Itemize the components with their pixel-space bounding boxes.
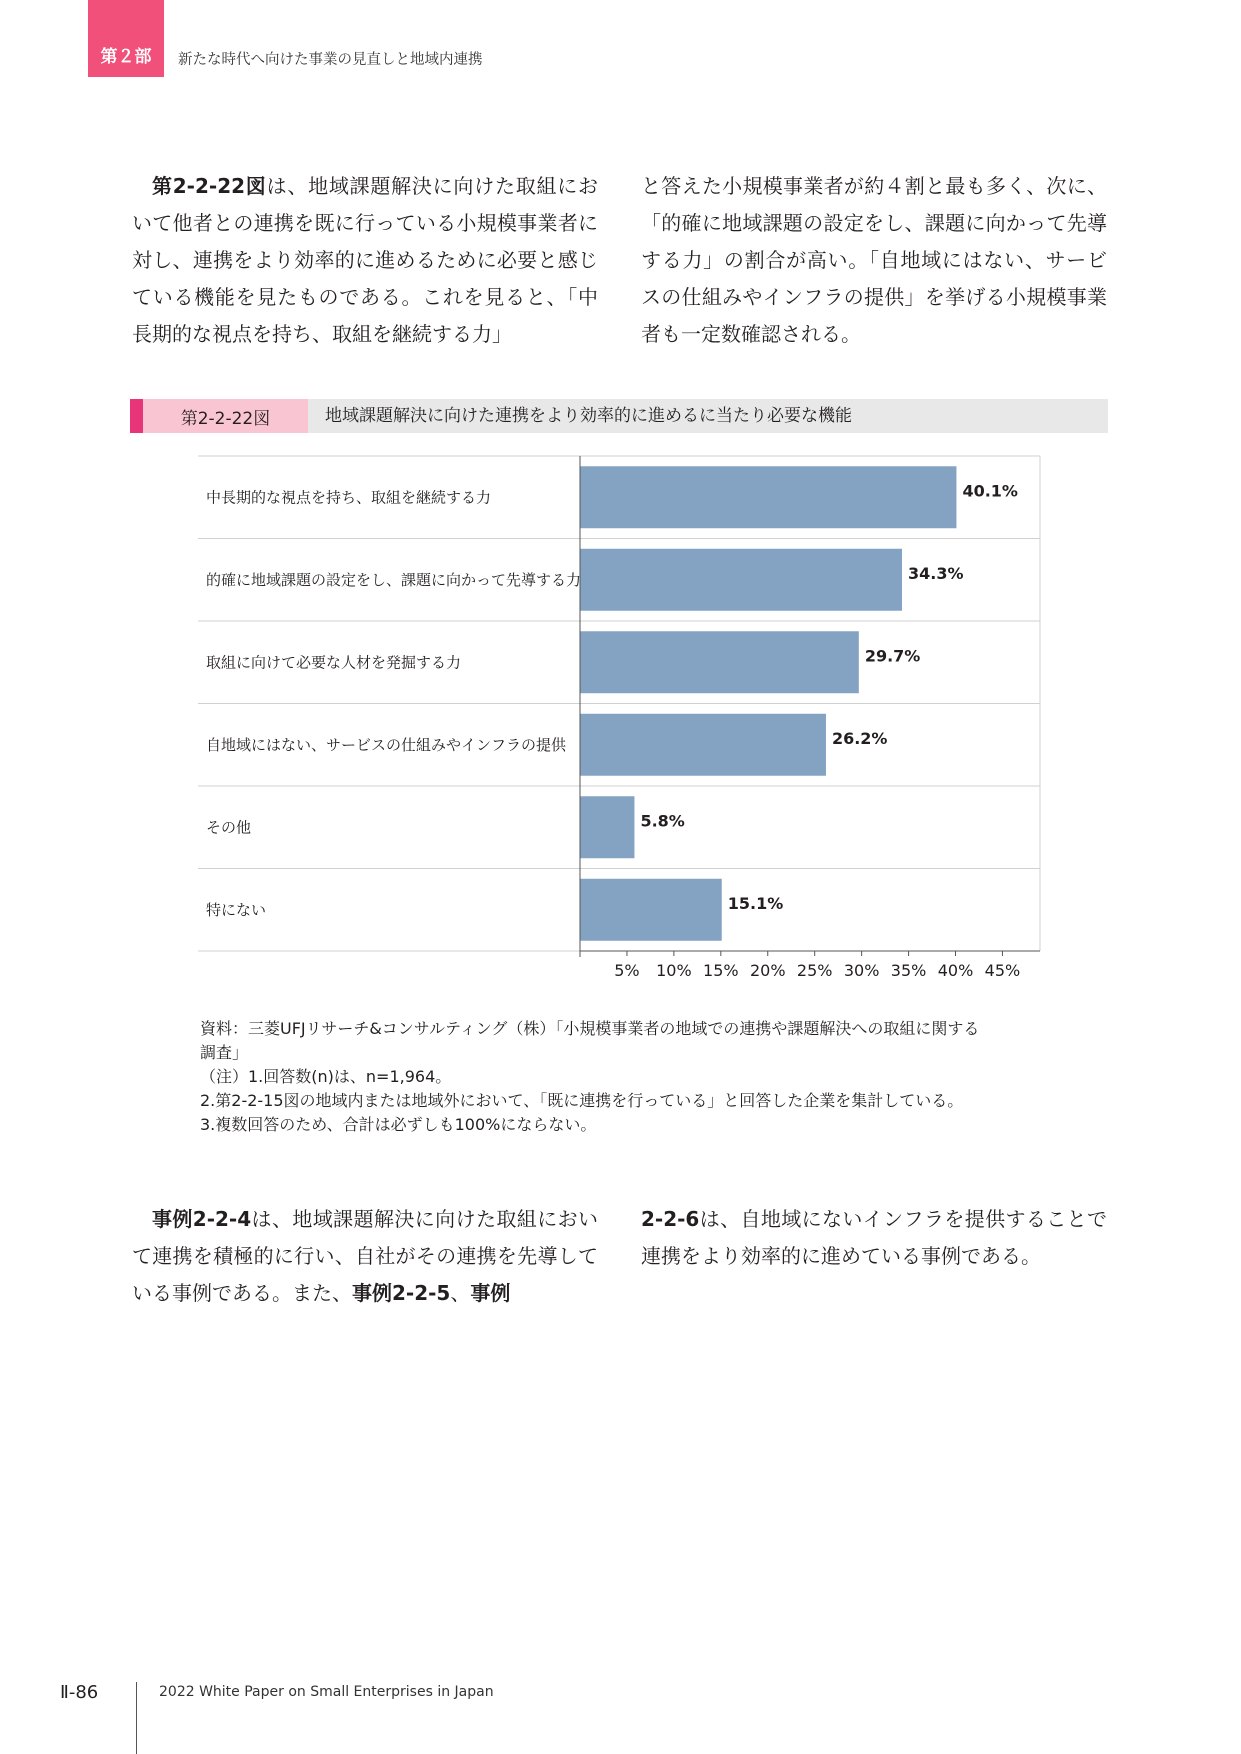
outro-separator: 、 [450,1281,471,1305]
outro-paragraph-right [641,1201,1107,1275]
case-reference-4: 2-2-6 [641,1207,700,1231]
case-reference-2: 事例2-2-5 [352,1281,451,1305]
bar [580,879,722,941]
source-note-continued: 調査」 [200,1043,249,1062]
x-tick-label: 25% [796,961,833,980]
category-label: 中長期的な視点を持ち、取組を継続する力 [206,488,492,507]
category-label: 取組に向けて必要な人材を発掘する力 [206,653,462,672]
x-tick-label: 5% [614,961,640,980]
bar [580,631,859,693]
x-tick-label: 15% [703,961,739,980]
x-tick-label: 40% [937,961,974,980]
note-3: 3.複数回答のため、合計は必ずしも100%にならない。 [200,1115,597,1134]
bar-chart [198,454,1048,999]
category-label: 特にない [206,900,267,919]
part-title: 新たな時代へ向けた事業の見直しと地域内連携 [178,52,483,68]
figure-title: 地域課題解決に向けた連携をより効率的に進めるに当たり必要な機能 [325,406,852,426]
data-label: 40.1% [962,481,1018,501]
intro-paragraph-right: と答えた小規模事業者が約４割と最も多く、次に、「的確に地域課題の設定をし、課題に向かって先導する力」の割合が高い。「自地域にはない、サービスの仕組みやインフラの提供」を挙げる小規模事業者も一定数確認される。 [641,174,1107,346]
footer-divider [136,1682,137,1754]
x-tick-label: 35% [890,961,927,980]
figure-accent [130,399,143,433]
data-label: 34.3% [908,563,964,583]
category-label: 自地域にはない、サービスの仕組みやインフラの提供 [206,735,567,754]
source-note: 資料：三菱UFJリサーチ&コンサルティング（株）「小規模事業者の地域での連携や課題解決への取組に関する [200,1019,980,1038]
data-label: 15.1% [727,893,784,913]
case-reference-1: 事例2-2-4 [152,1207,252,1231]
bar [580,796,634,858]
outro-text-left: は、地域課題解決に向けた取組において連携を積極的に行い、自社がその連携を先導している事例である。また、 [132,1207,598,1305]
bar [580,549,902,611]
category-label: その他 [206,818,252,837]
data-label: 26.2% [831,728,888,748]
note-1: （注）1.回答数(n)は、n=1,964。 [200,1067,452,1086]
x-tick-label: 20% [749,961,786,980]
data-label: 29.7% [864,646,921,666]
outro-paragraph-left [132,1201,598,1312]
figure-label: 第2-2-22図 [143,399,308,433]
data-label: 5.8% [640,811,685,831]
bar [580,714,826,776]
x-tick-label: 30% [843,961,880,980]
note-2: 2.第2-2-15図の地域内または地域外において、「既に連携を行っている」と回答した企業を集計している。 [200,1091,964,1110]
x-tick-label: 45% [984,961,1021,980]
figure-header [130,399,1108,433]
category-label: 的確に地域課題の設定をし、課題に向かって先導する力 [206,570,582,589]
intro-paragraph-left [132,168,598,353]
page-number: Ⅱ-86 [60,1682,99,1703]
figure-notes [200,1017,1070,1137]
x-tick-label: 10% [656,961,692,980]
footer-title: 2022 White Paper on Small Enterprises in Japan [159,1684,494,1700]
figure-reference: 第2-2-22図 [152,174,267,198]
intro-text-left: は、地域課題解決に向けた取組において他者との連携を既に行っている小規模事業者に対し、連携をより効率的に進めるために必要と感じている機能を見たものである。これを見ると、「中長期的な視点を持ち、取組を継続する力」 [132,174,599,346]
part-tab: 第２部 [88,0,164,77]
bar [580,466,956,528]
outro-text-right: は、自地域にないインフラを提供することで連携をより効率的に進めている事例である。 [641,1207,1107,1268]
case-reference-3: 事例 [470,1281,511,1305]
